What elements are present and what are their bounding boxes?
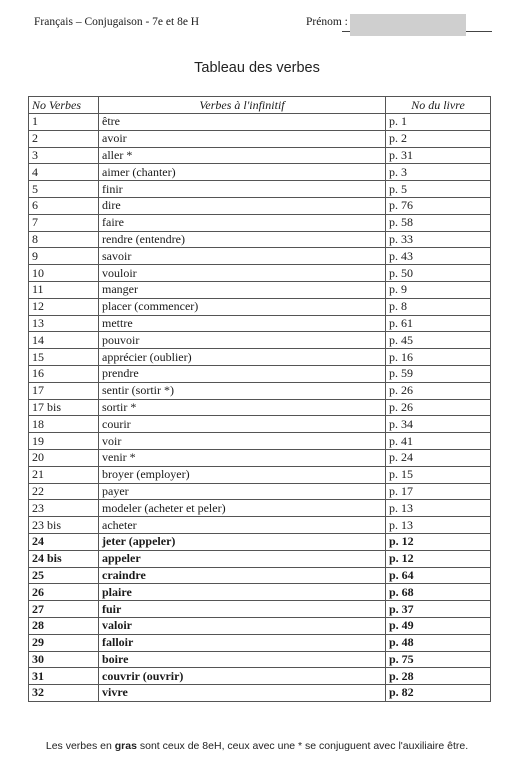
verb-number-cell: 13 bbox=[29, 315, 99, 332]
verb-number-cell: 7 bbox=[29, 214, 99, 231]
table-header-row bbox=[29, 97, 491, 114]
page-number-cell: p. 17 bbox=[386, 483, 491, 500]
table-row bbox=[29, 114, 491, 131]
table-row bbox=[29, 685, 491, 702]
verb-name-cell: sortir * bbox=[99, 399, 386, 416]
table-row bbox=[29, 214, 491, 231]
page-number-cell: p. 5 bbox=[386, 181, 491, 198]
verb-number-cell: 24 bbox=[29, 533, 99, 550]
column-header-number: No Verbes bbox=[29, 97, 99, 114]
column-header-page: No du livre bbox=[386, 97, 491, 114]
table-row bbox=[29, 147, 491, 164]
table-row bbox=[29, 164, 491, 181]
table-row bbox=[29, 584, 491, 601]
table-row bbox=[29, 365, 491, 382]
page-number-cell: p. 12 bbox=[386, 533, 491, 550]
verb-name-cell: plaire bbox=[99, 584, 386, 601]
page-number-cell: p. 16 bbox=[386, 349, 491, 366]
page-number-cell: p. 1 bbox=[386, 114, 491, 131]
verb-name-cell: être bbox=[99, 114, 386, 131]
verb-name-cell: aller * bbox=[99, 147, 386, 164]
table-row bbox=[29, 433, 491, 450]
verb-name-cell: finir bbox=[99, 181, 386, 198]
verb-number-cell: 8 bbox=[29, 231, 99, 248]
table-row bbox=[29, 281, 491, 298]
verb-number-cell: 3 bbox=[29, 147, 99, 164]
verb-number-cell: 30 bbox=[29, 651, 99, 668]
verb-name-cell: courir bbox=[99, 416, 386, 433]
page-number-cell: p. 61 bbox=[386, 315, 491, 332]
page-number-cell: p. 49 bbox=[386, 617, 491, 634]
verb-name-cell: aimer (chanter) bbox=[99, 164, 386, 181]
verb-number-cell: 4 bbox=[29, 164, 99, 181]
page-number-cell: p. 59 bbox=[386, 365, 491, 382]
table-row bbox=[29, 181, 491, 198]
footer-text-1: Les verbes en bbox=[45, 740, 115, 752]
table-row bbox=[29, 466, 491, 483]
table-row bbox=[29, 349, 491, 366]
verb-name-cell: vouloir bbox=[99, 265, 386, 282]
page-number-cell: p. 33 bbox=[386, 231, 491, 248]
page-number-cell: p. 8 bbox=[386, 298, 491, 315]
page-number-cell: p. 82 bbox=[386, 685, 491, 702]
page-number-cell: p. 26 bbox=[386, 399, 491, 416]
verb-name-cell: falloir bbox=[99, 634, 386, 651]
verb-number-cell: 24 bis bbox=[29, 550, 99, 567]
verb-name-cell: prendre bbox=[99, 365, 386, 382]
page-number-cell: p. 50 bbox=[386, 265, 491, 282]
verb-number-cell: 20 bbox=[29, 449, 99, 466]
verb-number-cell: 28 bbox=[29, 617, 99, 634]
table-row bbox=[29, 315, 491, 332]
table-body bbox=[29, 114, 491, 702]
verb-number-cell: 29 bbox=[29, 634, 99, 651]
column-header-verb: Verbes à l'infinitif bbox=[99, 97, 386, 114]
page-number-cell: p. 3 bbox=[386, 164, 491, 181]
verb-number-cell: 21 bbox=[29, 466, 99, 483]
table-row bbox=[29, 550, 491, 567]
verb-name-cell: boire bbox=[99, 651, 386, 668]
page-header bbox=[0, 14, 514, 38]
table-row bbox=[29, 651, 491, 668]
verb-number-cell: 22 bbox=[29, 483, 99, 500]
page-number-cell: p. 15 bbox=[386, 466, 491, 483]
verb-number-cell: 31 bbox=[29, 668, 99, 685]
footer-note bbox=[0, 740, 514, 752]
verb-number-cell: 27 bbox=[29, 601, 99, 618]
page-number-cell: p. 31 bbox=[386, 147, 491, 164]
page-number-cell: p. 24 bbox=[386, 449, 491, 466]
page-number-cell: p. 58 bbox=[386, 214, 491, 231]
verb-number-cell: 23 bbox=[29, 500, 99, 517]
table-row bbox=[29, 449, 491, 466]
table-row bbox=[29, 668, 491, 685]
table-row bbox=[29, 483, 491, 500]
table-row bbox=[29, 567, 491, 584]
verb-name-cell: couvrir (ouvrir) bbox=[99, 668, 386, 685]
verb-name-cell: sentir (sortir *) bbox=[99, 382, 386, 399]
table-row bbox=[29, 601, 491, 618]
verb-name-cell: savoir bbox=[99, 248, 386, 265]
prenom-redaction bbox=[350, 14, 466, 36]
verb-name-cell: modeler (acheter et peler) bbox=[99, 500, 386, 517]
page-number-cell: p. 43 bbox=[386, 248, 491, 265]
page-number-cell: p. 41 bbox=[386, 433, 491, 450]
page-number-cell: p. 68 bbox=[386, 584, 491, 601]
verb-number-cell: 17 bbox=[29, 382, 99, 399]
table-row bbox=[29, 130, 491, 147]
page-title: Tableau des verbes bbox=[194, 60, 320, 76]
verb-number-cell: 32 bbox=[29, 685, 99, 702]
page-number-cell: p. 12 bbox=[386, 550, 491, 567]
verb-name-cell: voir bbox=[99, 433, 386, 450]
verb-number-cell: 11 bbox=[29, 281, 99, 298]
verb-number-cell: 9 bbox=[29, 248, 99, 265]
verb-number-cell: 18 bbox=[29, 416, 99, 433]
verb-number-cell: 2 bbox=[29, 130, 99, 147]
table-row bbox=[29, 517, 491, 534]
page-number-cell: p. 75 bbox=[386, 651, 491, 668]
prenom-label: Prénom : bbox=[306, 16, 348, 28]
footer-bold-word: gras bbox=[114, 740, 137, 752]
page-number-cell: p. 28 bbox=[386, 668, 491, 685]
verb-number-cell: 17 bis bbox=[29, 399, 99, 416]
page-number-cell: p. 2 bbox=[386, 130, 491, 147]
verb-number-cell: 1 bbox=[29, 114, 99, 131]
table-row bbox=[29, 231, 491, 248]
verb-name-cell: vivre bbox=[99, 685, 386, 702]
verb-number-cell: 25 bbox=[29, 567, 99, 584]
table-row bbox=[29, 500, 491, 517]
page-number-cell: p. 13 bbox=[386, 500, 491, 517]
verb-number-cell: 26 bbox=[29, 584, 99, 601]
verb-name-cell: faire bbox=[99, 214, 386, 231]
verb-number-cell: 10 bbox=[29, 265, 99, 282]
table-row bbox=[29, 248, 491, 265]
footer-text-2: sont ceux de 8eH, ceux avec une * se conjuguent avec l'auxiliaire être. bbox=[136, 740, 469, 752]
verb-number-cell: 16 bbox=[29, 365, 99, 382]
table-row bbox=[29, 332, 491, 349]
page-number-cell: p. 37 bbox=[386, 601, 491, 618]
page-number-cell: p. 76 bbox=[386, 197, 491, 214]
verb-number-cell: 23 bis bbox=[29, 517, 99, 534]
verb-name-cell: dire bbox=[99, 197, 386, 214]
page-number-cell: p. 34 bbox=[386, 416, 491, 433]
verb-name-cell: placer (commencer) bbox=[99, 298, 386, 315]
page-number-cell: p. 48 bbox=[386, 634, 491, 651]
verb-name-cell: craindre bbox=[99, 567, 386, 584]
verb-number-cell: 19 bbox=[29, 433, 99, 450]
table-row bbox=[29, 416, 491, 433]
table-row bbox=[29, 399, 491, 416]
verb-number-cell: 5 bbox=[29, 181, 99, 198]
verb-name-cell: broyer (employer) bbox=[99, 466, 386, 483]
verb-name-cell: fuir bbox=[99, 601, 386, 618]
verb-number-cell: 12 bbox=[29, 298, 99, 315]
verb-name-cell: apprécier (oublier) bbox=[99, 349, 386, 366]
verb-name-cell: avoir bbox=[99, 130, 386, 147]
verb-number-cell: 6 bbox=[29, 197, 99, 214]
table-row bbox=[29, 533, 491, 550]
table-row bbox=[29, 634, 491, 651]
page-number-cell: p. 26 bbox=[386, 382, 491, 399]
table-row bbox=[29, 617, 491, 634]
verb-number-cell: 14 bbox=[29, 332, 99, 349]
verb-name-cell: acheter bbox=[99, 517, 386, 534]
table-row bbox=[29, 382, 491, 399]
verb-name-cell: rendre (entendre) bbox=[99, 231, 386, 248]
verb-number-cell: 15 bbox=[29, 349, 99, 366]
verb-name-cell: valoir bbox=[99, 617, 386, 634]
verb-name-cell: payer bbox=[99, 483, 386, 500]
table-row bbox=[29, 197, 491, 214]
verb-name-cell: mettre bbox=[99, 315, 386, 332]
verb-name-cell: pouvoir bbox=[99, 332, 386, 349]
verb-name-cell: venir * bbox=[99, 449, 386, 466]
page-number-cell: p. 45 bbox=[386, 332, 491, 349]
course-title: Français – Conjugaison - 7e et 8e H bbox=[34, 16, 200, 28]
verb-name-cell: appeler bbox=[99, 550, 386, 567]
page-number-cell: p. 9 bbox=[386, 281, 491, 298]
page-number-cell: p. 64 bbox=[386, 567, 491, 584]
verbs-table bbox=[28, 96, 491, 702]
verb-name-cell: manger bbox=[99, 281, 386, 298]
table-row bbox=[29, 265, 491, 282]
table-row bbox=[29, 298, 491, 315]
verb-name-cell: jeter (appeler) bbox=[99, 533, 386, 550]
page-number-cell: p. 13 bbox=[386, 517, 491, 534]
